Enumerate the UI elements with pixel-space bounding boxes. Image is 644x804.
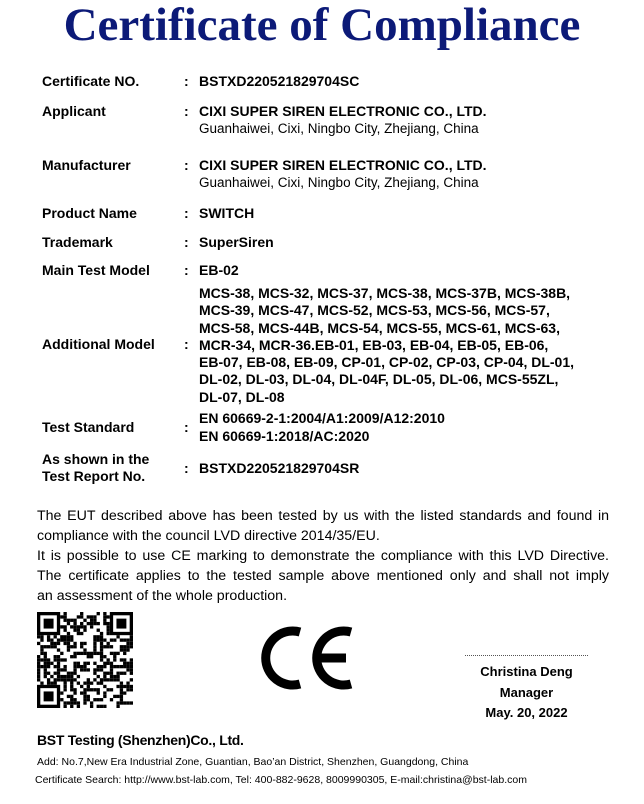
colon: :	[184, 419, 189, 435]
footer-address: Add: No.7,New Era Industrial Zone, Guantian, Bao’an District, Shenzhen, Guangdong, China	[37, 756, 469, 768]
colon: :	[184, 336, 189, 352]
model-line: MCS-58, MCS-44B, MCS-54, MCS-55, MCS-61, MCS-63,	[199, 319, 560, 336]
additional-model-label: Additional Model	[42, 336, 155, 352]
colon: :	[184, 157, 189, 173]
test-standard-list	[199, 409, 445, 445]
main-test-model-value: EB-02	[199, 262, 239, 278]
statement-line: The EUT described above has been tested by us with the listed standards and found in	[37, 508, 609, 524]
signatory-name: Christina Deng	[480, 664, 573, 679]
label-line: Test Report No.	[42, 468, 146, 484]
standard-line: EN 60669-2-1:2004/A1:2009/A12:2010	[199, 410, 445, 426]
footer-contact: Certificate Search: http://www.bst-lab.com, Tel: 400-882-9628, 8009990305, E-mail:christina@bst-lab.com	[35, 774, 527, 786]
standard-line: EN 60669-1:2018/AC:2020	[199, 428, 370, 444]
trademark-value: SuperSiren	[199, 234, 274, 250]
model-line: EB-07, EB-08, EB-09, CP-01, CP-02, CP-03, CP-04, DL-01,	[199, 354, 575, 371]
additional-model-list	[199, 285, 574, 406]
signature-block	[450, 662, 603, 724]
colon: :	[184, 73, 189, 89]
signature-line	[465, 655, 588, 656]
applicant-label: Applicant	[42, 103, 106, 119]
ce-mark-logo	[256, 624, 356, 692]
product-name-label: Product Name	[42, 205, 137, 221]
colon: :	[184, 460, 189, 476]
certificate-no-value: BSTXD220521829704SC	[199, 73, 360, 89]
signatory-title: Manager	[499, 684, 554, 700]
footer-company: BST Testing (Shenzhen)Co., Ltd.	[37, 732, 244, 748]
model-line: MCR-34, MCR-36.EB-01, EB-03, EB-04, EB-05, EB-06,	[199, 336, 549, 353]
main-test-model-label: Main Test Model	[42, 262, 150, 278]
test-report-value: BSTXD220521829704SR	[199, 460, 360, 476]
statement-line: compliance with the council LVD directive 2014/35/EU.	[37, 528, 380, 544]
model-line: DL-02, DL-03, DL-04, DL-04F, DL-05, DL-06, MCS-55ZL,	[199, 371, 559, 388]
product-name-value: SWITCH	[199, 205, 255, 221]
colon: :	[184, 234, 189, 250]
trademark-label: Trademark	[42, 234, 113, 250]
certificate-no-label: Certificate NO.	[42, 73, 140, 89]
page-title: Certificate of Compliance	[63, 0, 581, 51]
model-line: MCS-39, MCS-47, MCS-52, MCS-53, MCS-56, MCS-57,	[199, 302, 550, 319]
colon: :	[184, 103, 189, 119]
colon: :	[184, 262, 189, 278]
statement-line: It is possible to use CE marking to demonstrate the compliance with this LVD Directive.	[37, 548, 609, 564]
manufacturer-address: Guanhaiwei, Cixi, Ningbo City, Zhejiang, China	[199, 175, 479, 190]
model-line: DL-07, DL-08	[199, 388, 285, 405]
manufacturer-label: Manufacturer	[42, 157, 131, 173]
statement-line: The certificate applies to the tested sample above mentioned only and shall not imply	[37, 568, 609, 584]
compliance-statement	[37, 506, 609, 606]
statement-line: an assessment of the whole production.	[37, 588, 288, 604]
colon: :	[184, 205, 189, 221]
qr-code	[37, 612, 133, 708]
signature-date: May. 20, 2022	[485, 705, 568, 720]
test-standard-label: Test Standard	[42, 419, 135, 435]
applicant-address: Guanhaiwei, Cixi, Ningbo City, Zhejiang, China	[199, 121, 479, 136]
model-line: MCS-38, MCS-32, MCS-37, MCS-38, MCS-37B, MCS-38B,	[199, 285, 571, 301]
manufacturer-name: CIXI SUPER SIREN ELECTRONIC CO., LTD.	[199, 157, 487, 173]
label-line: As shown in the	[42, 451, 150, 467]
test-report-label	[42, 451, 149, 485]
applicant-name: CIXI SUPER SIREN ELECTRONIC CO., LTD.	[199, 103, 487, 119]
